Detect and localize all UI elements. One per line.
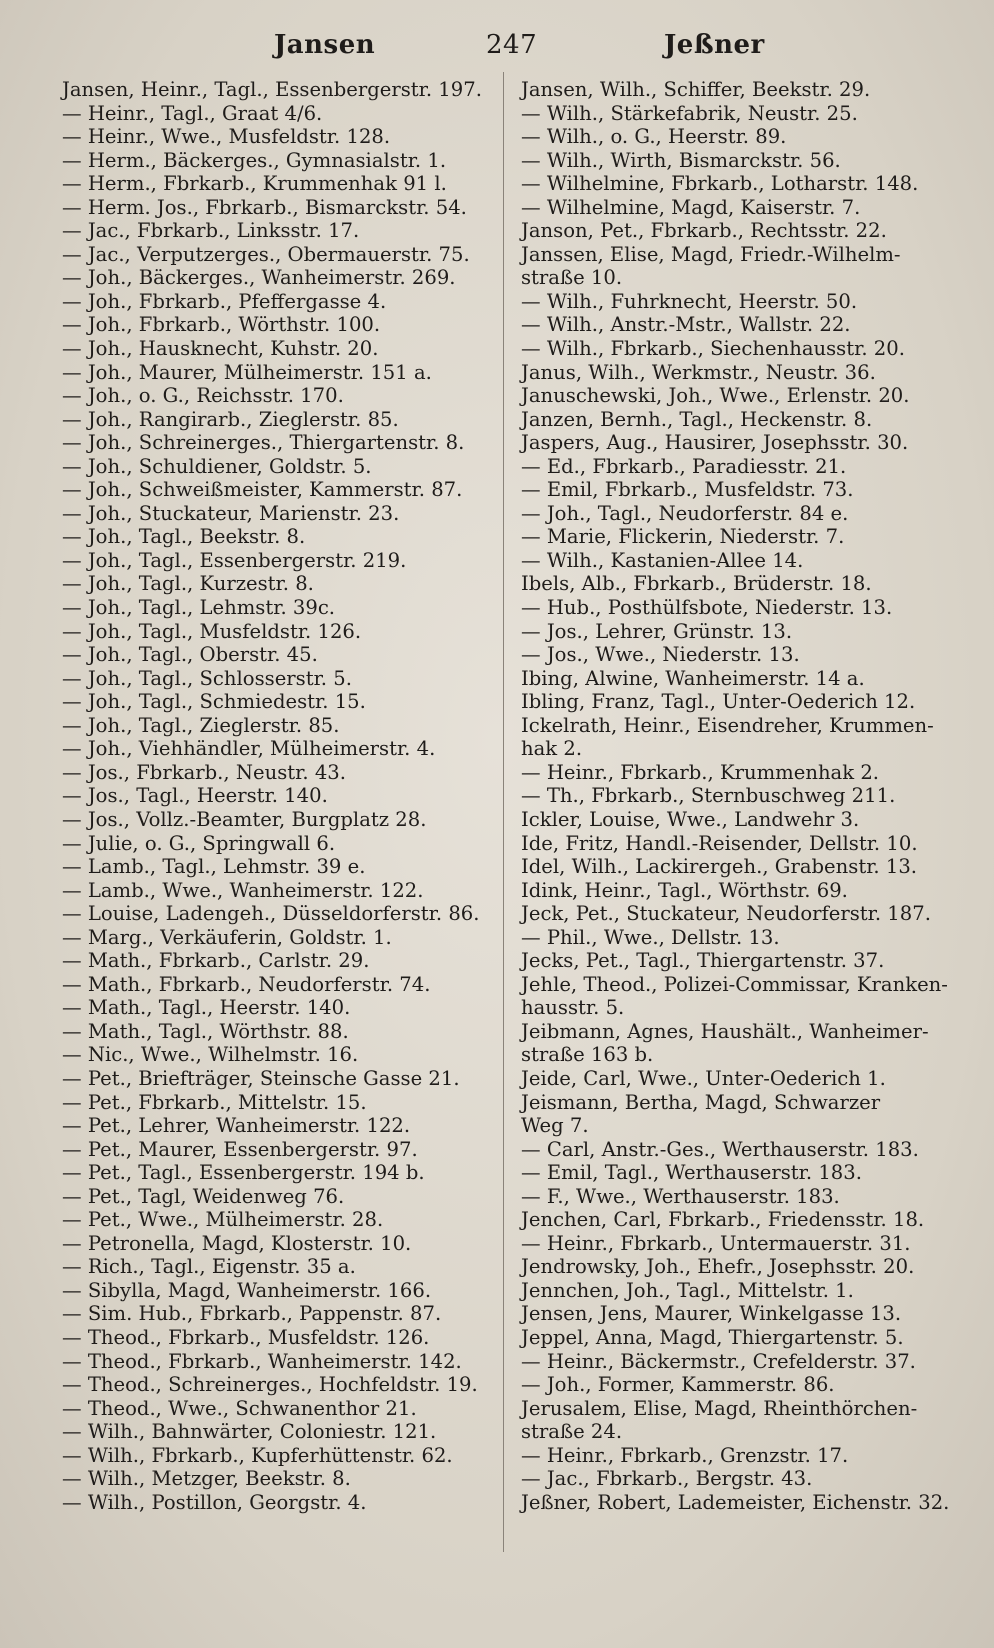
- directory-entry: — Jos., Wwe., Niederstr. 13.: [521, 643, 800, 667]
- directory-entry: — Joh., Fbrkarb., Wörthstr. 100.: [62, 313, 381, 337]
- directory-entry: — Petronella, Magd, Klosterstr. 10.: [62, 1231, 412, 1255]
- directory-entry: — Joh., Tagl., Musfeldstr. 126.: [62, 619, 362, 643]
- directory-entry: Januschewski, Joh., Wwe., Erlenstr. 20.: [521, 384, 910, 408]
- directory-entry: — Wilh., Wirth, Bismarckstr. 56.: [521, 148, 841, 172]
- directory-entry: — Wilh., Postillon, Georgstr. 4.: [62, 1490, 367, 1514]
- directory-entry: — Wilh., Stärkefabrik, Neustr. 25.: [521, 101, 858, 125]
- directory-entry: — Ed., Fbrkarb., Paradiesstr. 21.: [521, 454, 847, 478]
- directory-entry: — Jos., Lehrer, Grünstr. 13.: [521, 619, 793, 643]
- directory-entry: — Joh., Bäckerges., Wanheimerstr. 269.: [62, 266, 456, 290]
- directory-entry: — Carl, Anstr.-Ges., Werthauserstr. 183.: [521, 1137, 919, 1161]
- directory-entry: Jensen, Jens, Maurer, Winkelgasse 13.: [521, 1302, 902, 1326]
- directory-entry: — Joh., Fbrkarb., Pfeffergasse 4.: [62, 289, 387, 313]
- directory-entry: — Wilhelmine, Magd, Kaiserstr. 7.: [521, 195, 861, 219]
- directory-entry: straße 163 b.: [521, 1043, 654, 1067]
- directory-entry: Ickler, Louise, Wwe., Landwehr 3.: [521, 807, 860, 831]
- directory-entry: — Joh., Tagl., Schlosserstr. 5.: [62, 666, 352, 690]
- directory-entry: Jecks, Pet., Tagl., Thiergartenstr. 37.: [521, 949, 885, 973]
- directory-entry: — Math., Tagl., Heerstr. 140.: [62, 996, 351, 1020]
- directory-entry: — Joh., Stuckateur, Marienstr. 23.: [62, 501, 400, 525]
- directory-entry: — Pet., Tagl, Weidenweg 76.: [62, 1184, 345, 1208]
- directory-entry: — Herm., Fbrkarb., Krummenhak 91 l.: [62, 172, 447, 196]
- left-column: [62, 78, 492, 1514]
- directory-entry: — Pet., Fbrkarb., Mittelstr. 15.: [62, 1090, 367, 1114]
- directory-entry: — Heinr., Fbrkarb., Untermauerstr. 31.: [521, 1231, 911, 1255]
- directory-entry: Jennchen, Joh., Tagl., Mittelstr. 1.: [521, 1278, 854, 1302]
- directory-entry: — Joh., o. G., Reichsstr. 170.: [62, 384, 344, 408]
- directory-entry: — Heinr., Fbrkarb., Grenzstr. 17.: [521, 1443, 849, 1467]
- directory-entry: — Theod., Fbrkarb., Wanheimerstr. 142.: [62, 1349, 462, 1373]
- directory-entry: — Joh., Tagl., Neudorferstr. 84 e.: [521, 501, 849, 525]
- directory-entry: — Math., Fbrkarb., Neudorferstr. 74.: [62, 972, 431, 996]
- directory-entry: — Wilh., Bahnwärter, Coloniestr. 121.: [62, 1420, 437, 1444]
- directory-entry: — Pet., Maurer, Essenbergerstr. 97.: [62, 1137, 418, 1161]
- directory-entry: — Pet., Lehrer, Wanheimerstr. 122.: [62, 1114, 411, 1138]
- directory-entry: Jeismann, Bertha, Magd, Schwarzer: [521, 1090, 881, 1114]
- directory-entry: — Jos., Tagl., Heerstr. 140.: [62, 784, 328, 808]
- directory-entry: — Pet., Tagl., Essenbergerstr. 194 b.: [62, 1161, 425, 1185]
- directory-entry: — Herm., Bäckerges., Gymnasialstr. 1.: [62, 148, 447, 172]
- directory-entry: — Pet., Briefträger, Steinsche Gasse 21.: [62, 1066, 460, 1090]
- directory-entry: — Wilh., Anstr.-Mstr., Wallstr. 22.: [521, 313, 851, 337]
- directory-entry: Janssen, Elise, Magd, Friedr.-Wilhelm-: [521, 242, 901, 266]
- right-column: [521, 78, 951, 1514]
- directory-entry: — Lamb., Tagl., Lehmstr. 39 e.: [62, 855, 366, 879]
- directory-entry: hausstr. 5.: [521, 996, 625, 1020]
- directory-entry: — Theod., Fbrkarb., Musfeldstr. 126.: [62, 1325, 430, 1349]
- page-number: 247: [486, 30, 538, 60]
- directory-entry: — Joh., Tagl., Essenbergerstr. 219.: [62, 548, 407, 572]
- directory-entry: Jehle, Theod., Polizei-Commissar, Kranken-: [521, 972, 948, 996]
- directory-entry: — Pet., Wwe., Mülheimerstr. 28.: [62, 1208, 384, 1232]
- directory-entry: — Joh., Hausknecht, Kuhstr. 20.: [62, 337, 379, 361]
- directory-entry: — Wilh., Fbrkarb., Kupferhüttenstr. 62.: [62, 1443, 453, 1467]
- header-left-catchword: Jansen: [274, 30, 376, 60]
- directory-entry: — Joh., Schreinerges., Thiergartenstr. 8.: [62, 431, 465, 455]
- directory-entry: — Heinr., Bäckermstr., Crefelderstr. 37.: [521, 1349, 916, 1373]
- directory-entry: — Sibylla, Magd, Wanheimerstr. 166.: [62, 1278, 432, 1302]
- directory-entry: — Joh., Schuldiener, Goldstr. 5.: [62, 454, 372, 478]
- directory-entry: — Jac., Fbrkarb., Linksstr. 17.: [62, 219, 360, 243]
- directory-entry: — Emil, Fbrkarb., Musfeldstr. 73.: [521, 478, 854, 502]
- directory-entry: Jerusalem, Elise, Magd, Rheinthörchen-: [521, 1396, 918, 1420]
- directory-entry: — Heinr., Fbrkarb., Krummenhak 2.: [521, 760, 880, 784]
- directory-entry: — Wilhelmine, Fbrkarb., Lotharstr. 148.: [521, 172, 919, 196]
- directory-entry: Jansen, Wilh., Schiffer, Beekstr. 29.: [521, 78, 871, 101]
- directory-entry: — Wilh., Fuhrknecht, Heerstr. 50.: [521, 289, 858, 313]
- page-header: [0, 30, 994, 70]
- header-right-catchword: Jeßner: [664, 30, 765, 60]
- directory-entry: Jeßner, Robert, Lademeister, Eichenstr. 32.: [521, 1490, 950, 1514]
- directory-entry: — Hub., Posthülfsbote, Niederstr. 13.: [521, 596, 893, 620]
- directory-entry: — Math., Fbrkarb., Carlstr. 29.: [62, 949, 370, 973]
- directory-entry: Jeck, Pet., Stuckateur, Neudorferstr. 187.: [521, 902, 931, 926]
- directory-entry: hak 2.: [521, 737, 583, 761]
- directory-entry: — Joh., Tagl., Schmiedestr. 15.: [62, 690, 366, 714]
- directory-entry: Ibels, Alb., Fbrkarb., Brüderstr. 18.: [521, 572, 872, 596]
- directory-entry: — Joh., Tagl., Lehmstr. 39c.: [62, 596, 336, 620]
- directory-entry: Jendrowsky, Joh., Ehefr., Josephsstr. 20.: [521, 1255, 915, 1279]
- directory-entry: — Joh., Maurer, Mülheimerstr. 151 a.: [62, 360, 432, 384]
- directory-entry: Janson, Pet., Fbrkarb., Rechtsstr. 22.: [521, 219, 887, 243]
- directory-entry: Jenchen, Carl, Fbrkarb., Friedensstr. 18.: [521, 1208, 925, 1232]
- directory-entry: — Jos., Vollz.-Beamter, Burgplatz 28.: [62, 807, 427, 831]
- directory-entry: — Theod., Schreinerges., Hochfeldstr. 19.: [62, 1373, 478, 1397]
- directory-entry: — Joh., Schweißmeister, Kammerstr. 87.: [62, 478, 463, 502]
- directory-entry: — Julie, o. G., Springwall 6.: [62, 831, 336, 855]
- directory-entry: straße 24.: [521, 1420, 623, 1444]
- directory-entry: — Math., Tagl., Wörthstr. 88.: [62, 1019, 349, 1043]
- directory-entry: — Joh., Viehhändler, Mülheimerstr. 4.: [62, 737, 436, 761]
- column-divider: [503, 72, 504, 1552]
- directory-entry: — Marg., Verkäuferin, Goldstr. 1.: [62, 925, 392, 949]
- directory-entry: — Herm. Jos., Fbrkarb., Bismarckstr. 54.: [62, 195, 467, 219]
- directory-entry: — Joh., Tagl., Kurzestr. 8.: [62, 572, 314, 596]
- directory-entry: — Sim. Hub., Fbrkarb., Pappenstr. 87.: [62, 1302, 442, 1326]
- directory-entry: Idel, Wilh., Lackirergeh., Grabenstr. 13.: [521, 855, 918, 879]
- directory-entry: — Wilh., o. G., Heerstr. 89.: [521, 125, 787, 149]
- directory-entry: — F., Wwe., Werthauserstr. 183.: [521, 1184, 840, 1208]
- directory-entry: Ickelrath, Heinr., Eisendreher, Krummen-: [521, 713, 934, 737]
- directory-entry: — Joh., Tagl., Zieglerstr. 85.: [62, 713, 340, 737]
- directory-entry: Idink, Heinr., Tagl., Wörthstr. 69.: [521, 878, 848, 902]
- directory-entry: — Th., Fbrkarb., Sternbuschweg 211.: [521, 784, 896, 808]
- directory-entry: — Jac., Fbrkarb., Bergstr. 43.: [521, 1467, 813, 1491]
- directory-entry: Ibing, Alwine, Wanheimerstr. 14 a.: [521, 666, 865, 690]
- directory-entry: Janus, Wilh., Werkmstr., Neustr. 36.: [521, 360, 876, 384]
- directory-entry: — Joh., Tagl., Beekstr. 8.: [62, 525, 306, 549]
- directory-entry: — Jos., Fbrkarb., Neustr. 43.: [62, 760, 346, 784]
- directory-entry: — Joh., Tagl., Oberstr. 45.: [62, 643, 318, 667]
- directory-entry: Jansen, Heinr., Tagl., Essenbergerstr. 197.: [62, 78, 482, 101]
- directory-entry: — Jac., Verputzerges., Obermauerstr. 75.: [62, 242, 470, 266]
- directory-entry: Jeppel, Anna, Magd, Thiergartenstr. 5.: [521, 1325, 904, 1349]
- directory-entry: — Lamb., Wwe., Wanheimerstr. 122.: [62, 878, 424, 902]
- directory-entry: Ide, Fritz, Handl.-Reisender, Dellstr. 10.: [521, 831, 918, 855]
- directory-entry: — Phil., Wwe., Dellstr. 13.: [521, 925, 780, 949]
- directory-entry: Weg 7.: [521, 1114, 589, 1138]
- directory-entry: — Louise, Ladengeh., Düsseldorferstr. 86.: [62, 902, 480, 926]
- directory-entry: — Heinr., Wwe., Musfeldstr. 128.: [62, 125, 391, 149]
- directory-entry: — Joh., Former, Kammerstr. 86.: [521, 1373, 835, 1397]
- directory-entry: — Emil, Tagl., Werthauserstr. 183.: [521, 1161, 862, 1185]
- directory-entry: — Heinr., Tagl., Graat 4/6.: [62, 101, 323, 125]
- directory-entry: Jeibmann, Agnes, Haushält., Wanheimer-: [521, 1019, 929, 1043]
- directory-entry: — Wilh., Fbrkarb., Siechenhausstr. 20.: [521, 337, 905, 361]
- directory-entry: — Wilh., Kastanien-Allee 14.: [521, 548, 804, 572]
- directory-entry: Janzen, Bernh., Tagl., Heckenstr. 8.: [521, 407, 873, 431]
- directory-entry: straße 10.: [521, 266, 623, 290]
- directory-entry: Jeide, Carl, Wwe., Unter-Oederich 1.: [521, 1066, 886, 1090]
- directory-entry: — Rich., Tagl., Eigenstr. 35 a.: [62, 1255, 356, 1279]
- directory-entry: — Wilh., Metzger, Beekstr. 8.: [62, 1467, 351, 1491]
- directory-entry: — Theod., Wwe., Schwanenthor 21.: [62, 1396, 417, 1420]
- directory-entry: — Nic., Wwe., Wilhelmstr. 16.: [62, 1043, 359, 1067]
- directory-entry: — Marie, Flickerin, Niederstr. 7.: [521, 525, 845, 549]
- directory-entry: — Joh., Rangirarb., Zieglerstr. 85.: [62, 407, 399, 431]
- directory-entry: Jaspers, Aug., Hausirer, Josephsstr. 30.: [521, 431, 909, 455]
- directory-entry: Ibling, Franz, Tagl., Unter-Oederich 12.: [521, 690, 916, 714]
